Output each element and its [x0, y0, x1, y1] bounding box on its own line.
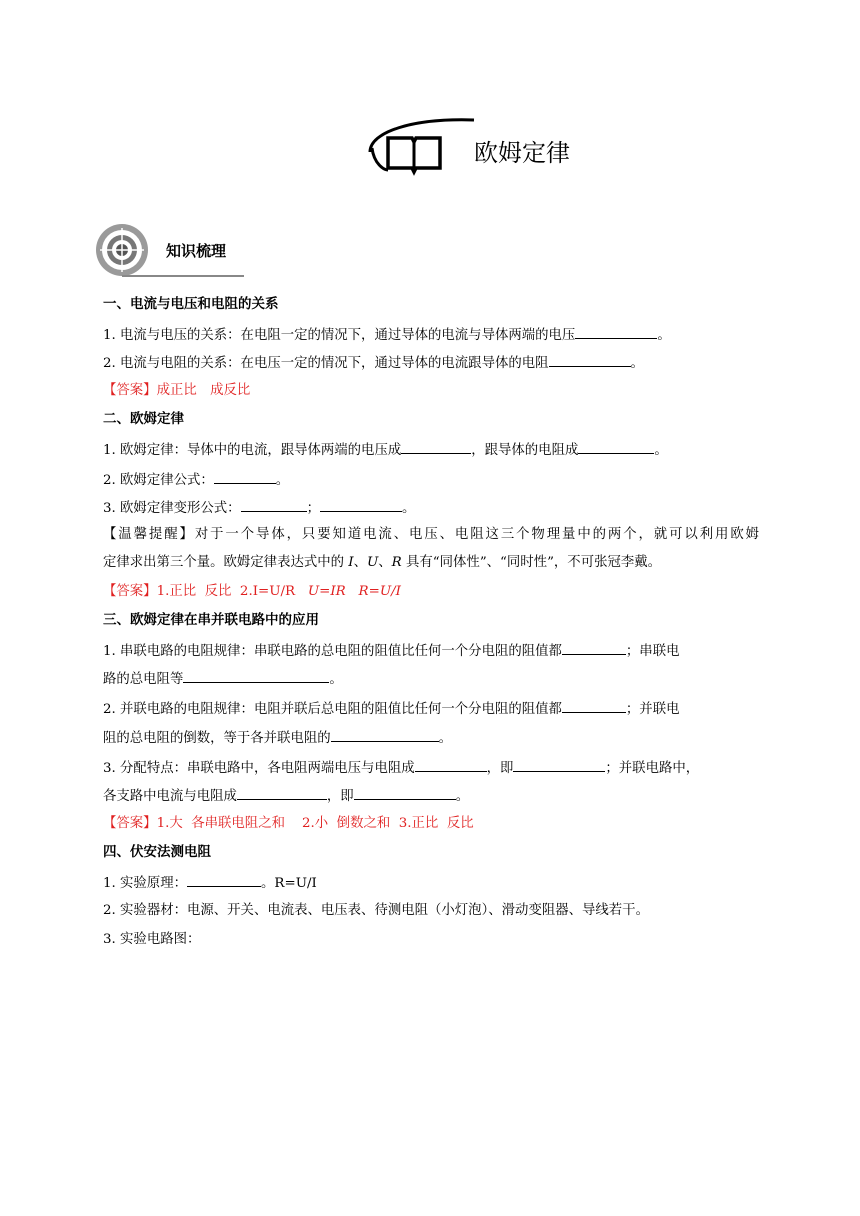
section-label: 知识梳理 — [166, 242, 227, 260]
title-block — [362, 112, 592, 182]
blank[interactable] — [562, 698, 626, 713]
blank[interactable] — [241, 497, 307, 512]
blank[interactable] — [214, 469, 276, 484]
blank[interactable] — [237, 785, 327, 800]
s2-line1: 1. 欧姆定律：导体中的电流，跟导体两端的电压成 ，跟导体的电阻成 。 — [103, 439, 759, 461]
blank[interactable] — [549, 352, 631, 367]
blank[interactable] — [183, 668, 329, 683]
s3-line2-cont: 阻的总电阻的倒数，等于各并联电阻的 。 — [103, 727, 759, 749]
s3-line3: 3. 分配特点：串联电路中，各电阻两端电压与电阻成 ，即 ；并联电路中， — [103, 757, 759, 779]
blank[interactable] — [562, 640, 626, 655]
blank[interactable] — [401, 439, 471, 454]
s1-answer: 【答案】成正比 成反比 — [103, 383, 251, 398]
s1-line2: 2. 电流与电阻的关系：在电压一定的情况下，通过导体的电流跟导体的电阻 。 — [103, 352, 759, 374]
blank[interactable] — [187, 872, 261, 887]
s4-line1: 1. 实验原理： 。R=U/I — [103, 872, 759, 894]
s4-heading: 四、伏安法测电阻 — [103, 844, 211, 860]
s1-heading: 一、电流与电压和电阻的关系 — [103, 296, 279, 312]
s2-line2: 2. 欧姆定律公式： 。 — [103, 469, 759, 491]
blank[interactable] — [513, 757, 605, 772]
s2-tip-line1: 【温馨提醒】对于一个导体，只要知道电流、电压、电阻这三个物理量中的两个，就可以利用欧姆 — [103, 527, 760, 542]
blank[interactable] — [320, 497, 402, 512]
s2-heading: 二、欧姆定律 — [103, 411, 184, 427]
s3-answer: 【答案】1.大 各串联电阻之和 2.小 倒数之和 3.正比 反比 — [103, 816, 474, 831]
blank[interactable] — [415, 757, 487, 772]
s1-line1: 1. 电流与电压的关系：在电阻一定的情况下，通过导体的电流与导体两端的电压 。 — [103, 324, 759, 346]
s4-line3: 3. 实验电路图： — [103, 932, 201, 947]
s2-tip-line2: 定律求出第三个量。欧姆定律表达式中的 I、U、R 具有“同体性”、“同时性”，不可张冠李戴。 — [103, 555, 662, 570]
book-icon — [362, 112, 482, 182]
page-title: 欧姆定律 — [474, 139, 570, 167]
s4-line2: 2. 实验器材：电源、开关、电流表、电压表、待测电阻（小灯泡）、滑动变阻器、导线若干。 — [103, 903, 649, 918]
s3-line3-cont: 各支路中电流与电阻成 ，即 。 — [103, 785, 759, 807]
s3-line2: 2. 并联电路的电阻规律：电阻并联后总电阻的阻值比任何一个分电阻的阻值都 ；并联电 — [103, 698, 759, 720]
blank[interactable] — [578, 439, 654, 454]
s2-answer: 【答案】1.正比 反比 2.I=U/R U=IR R=U/I — [103, 584, 401, 599]
blank[interactable] — [331, 727, 439, 742]
s3-heading: 三、欧姆定律在串并联电路中的应用 — [103, 612, 319, 628]
blank[interactable] — [354, 785, 456, 800]
section-badge — [94, 222, 254, 278]
blank[interactable] — [575, 324, 657, 339]
s3-line1-cont: 路的总电阻等 。 — [103, 668, 759, 690]
s2-line3: 3. 欧姆定律变形公式： ； 。 — [103, 497, 759, 519]
s3-line1: 1. 串联电路的电阻规律：串联电路的总电阻的阻值比任何一个分电阻的阻值都 ；串联电 — [103, 640, 759, 662]
